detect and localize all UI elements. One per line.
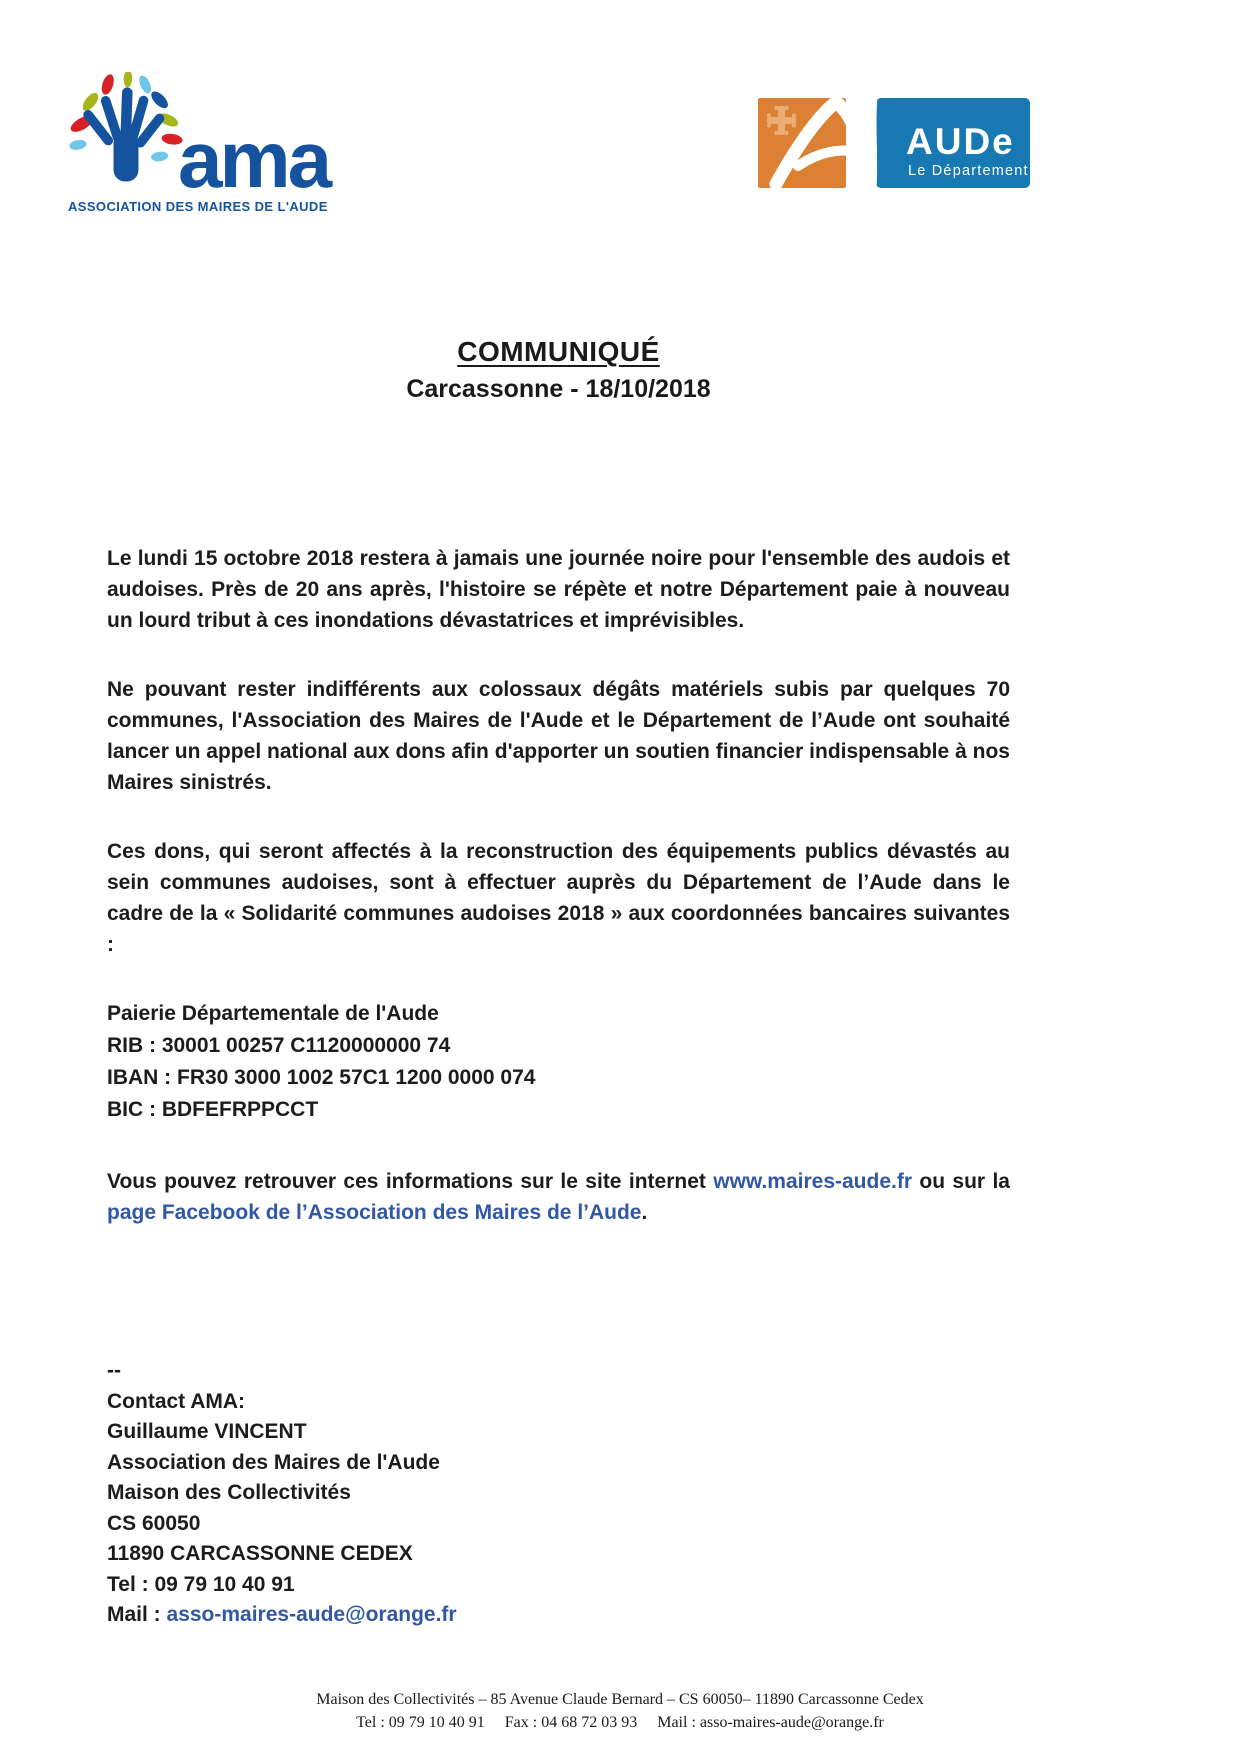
contact-block: [107, 1356, 457, 1631]
footer-mail: Mail : asso-maires-aude@orange.fr: [657, 1714, 884, 1731]
paragraph-links: [107, 1166, 1010, 1228]
contact-city: 11890 CARCASSONNE CEDEX: [107, 1542, 413, 1565]
bank-iban-line: IBAN : FR30 3000 1002 57C1 1200 0000 074: [107, 1066, 536, 1089]
bank-payee-line: Paierie Départementale de l'Aude: [107, 1002, 439, 1025]
contact-phone: Tel : 09 79 10 40 91: [107, 1572, 295, 1596]
website-link[interactable]: www.maires-aude.fr: [713, 1170, 913, 1193]
contact-email-link[interactable]: asso-maires-aude@orange.fr: [166, 1603, 457, 1626]
aude-tagline: Le Département: [908, 163, 1029, 179]
links-text-after: .: [641, 1201, 648, 1224]
contact-cs: CS 60050: [107, 1511, 201, 1535]
links-text-middle: ou sur la: [912, 1170, 1010, 1193]
signature-separator: --: [107, 1359, 121, 1382]
paragraph-intro: Le lundi 15 octobre 2018 restera à jamais une journée noire pour l'ensemble des audois et audoises. Près de 20 ans après, l'histoire se répète et notre Département paie à nouveau un lourd tribut à ces inondations dévastatrices et imprévisibles.: [107, 547, 1010, 632]
links-text-before: Vous pouvez retrouver ces informations sur le site internet: [107, 1170, 714, 1193]
ama-caption: ASSOCIATION DES MAIRES DE L'AUDE: [68, 199, 328, 214]
ama-logo: [68, 72, 329, 214]
communique-heading: COMMUNIQUÉ: [457, 336, 660, 367]
aude-departement-logo: [758, 90, 1030, 213]
body-text: [107, 543, 1010, 1228]
facebook-page-link[interactable]: page Facebook de l’Association des Maires de l’Aude: [107, 1201, 642, 1224]
bank-bic-line: BIC : BDFEFRPPCCT: [107, 1098, 319, 1121]
footer-tel: Tel : 09 79 10 40 91: [356, 1714, 485, 1731]
footer-fax: Fax : 04 68 72 03 93: [504, 1714, 638, 1731]
paragraph-donations: Ces dons, qui seront affectés à la reconstruction des équipements publics dévastés au sein communes audoises, sont à effectuer auprès du Département de l’Aude dans le cadre de la « Solidarité communes audoises 2018 » aux coordonnées bancaires suivantes :: [107, 840, 1010, 956]
ama-wordmark: ama: [178, 115, 330, 204]
title-block: [107, 336, 1010, 404]
place-date-line: Carcassonne - 18/10/2018: [406, 375, 711, 403]
bank-rib-line: RIB : 30001 00257 C1120000000 74: [107, 1034, 451, 1057]
contact-mail-line: [107, 1600, 457, 1631]
hand-tree-icon: [68, 72, 184, 192]
contact-org: Association des Maires de l'Aude: [107, 1450, 440, 1474]
bank-details: [107, 998, 1010, 1126]
footer-address-line: Maison des Collectivités – 85 Avenue Claude Bernard – CS 60050– 11890 Carcassonne Cedex: [316, 1691, 924, 1708]
footer-contact-line: [0, 1711, 1240, 1734]
mail-label: Mail :: [107, 1603, 167, 1626]
paragraph-appeal: Ne pouvant rester indifférents aux colossaux dégâts matériels subis par quelques 70 communes, l'Association des Maires de l'Aude et le Département de l’Aude ont souhaité lancer un appel national aux dons afin d'apporter un soutien financier indispensable à nos Maires sinistrés.: [107, 678, 1010, 794]
contact-building: Maison des Collectivités: [107, 1481, 351, 1504]
aude-wordmark: AUDe: [906, 121, 1015, 162]
contact-title: Contact AMA:: [107, 1389, 246, 1413]
page-footer: [0, 1688, 1240, 1734]
contact-person: Guillaume VINCENT: [107, 1420, 307, 1443]
